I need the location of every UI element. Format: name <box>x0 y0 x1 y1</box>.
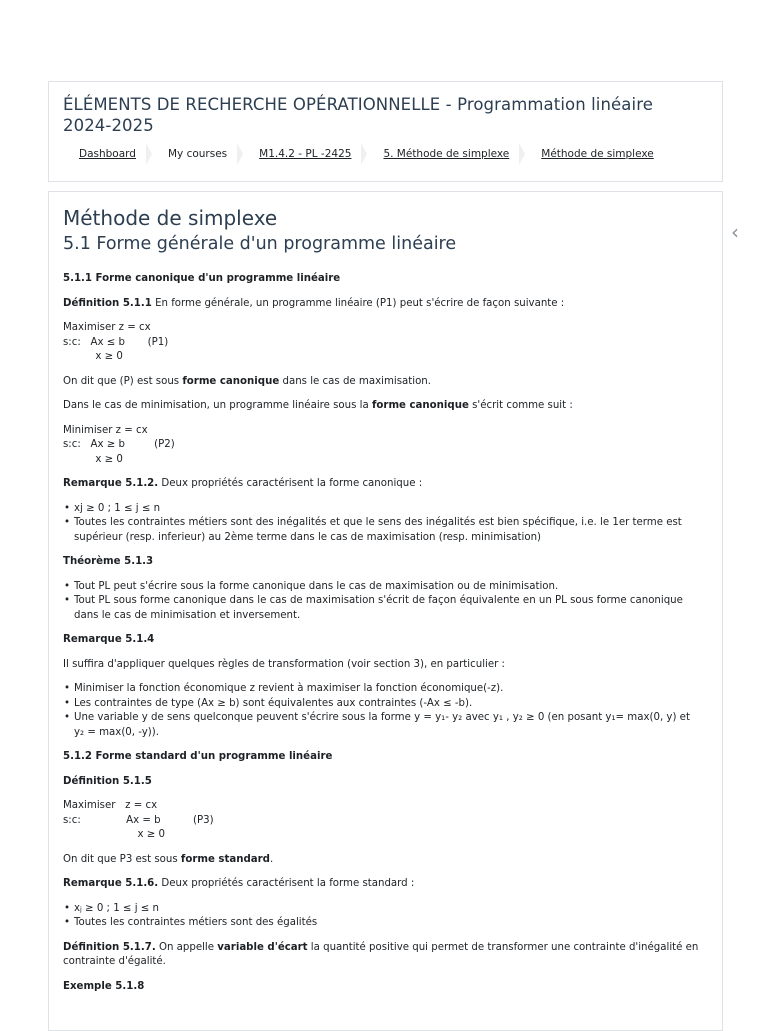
math-line: s:c: Ax = b (P3) <box>63 814 214 826</box>
list-item: • Une variable y de sens quelconque peuvent s'écrire sous la forme y = y₁- y₂ avec y₁ , y₂ ≥ 0 (en posant y₁= max(0, y) et y₂ = max(0, -y)). <box>74 711 703 740</box>
emphasis: variable d'écart <box>217 941 308 953</box>
definition-paragraph <box>63 941 703 970</box>
text: On dit que P3 est sous <box>63 853 181 865</box>
list-item: • Minimiser la fonction économique z revient à maximiser la fonction économique(-z). <box>74 682 703 697</box>
section-title: 5.1 Forme générale d'un programme linéaire <box>63 234 457 254</box>
breadcrumb-item-my-courses <box>152 143 243 165</box>
breadcrumb <box>63 142 664 166</box>
definition-label: Définition 5.1.1 <box>63 297 152 309</box>
breadcrumb-link[interactable]: M1.4.2 - PL -2425 <box>259 148 352 160</box>
math-line: Maximiser z = cx <box>63 800 158 811</box>
math-line: s:c: Ax ≥ b (P2) <box>63 439 175 450</box>
math-line: x ≥ 0 <box>63 829 166 840</box>
list-item: • Tout PL sous forme canonique dans le cas de maximisation s'écrit de façon équivalente en un PL sous forme canonique dans le cas de minimisation et inversement. <box>74 594 703 623</box>
list-item: • Tout PL peut s'écrire sous la forme canonique dans le cas de maximisation ou de minimisation. <box>74 580 703 595</box>
math-line: s:c: Ax ≤ b (P1) <box>63 336 169 348</box>
remark-text: Deux propriétés caractérisent la forme standard : <box>158 878 415 889</box>
breadcrumb-link[interactable]: Méthode de simplexe <box>541 148 654 160</box>
math-line: Minimiser z = cx <box>63 424 148 436</box>
bullet-list <box>63 580 703 624</box>
bullet-list <box>63 682 703 740</box>
definition-paragraph <box>63 297 703 312</box>
text: la quantité positive qui permet de transformer une contrainte d'inégalité en contrainte d'égalité. <box>63 941 699 967</box>
remark-paragraph <box>63 477 703 492</box>
lesson-body <box>63 272 703 1004</box>
text: On dit que (P) est sous <box>63 375 183 387</box>
math-line: x ≥ 0 <box>63 351 123 362</box>
emphasis: forme canonique <box>182 375 280 387</box>
list-item: • Toutes les contraintes métiers sont des inégalités et que le sens des inégalités est bien spécifique, i.e. le 1er terme est supérieur (resp. inferieur) au 2ème terme dans le cas de maximisation (resp. minimisation) <box>74 516 703 545</box>
text: On appelle <box>155 941 218 953</box>
paragraph <box>63 399 703 414</box>
program-p3 <box>63 799 703 843</box>
chevron-left-icon[interactable]: ‹ <box>731 220 739 244</box>
bullet-list <box>63 902 703 931</box>
program-p1 <box>63 321 703 365</box>
example-heading: Exemple 5.1.8 <box>63 980 145 992</box>
text: s'écrit comme suit : <box>468 400 573 411</box>
remark-label: Remarque 5.1.2. <box>63 478 159 489</box>
definition-heading: Définition 5.1.5 <box>63 775 152 787</box>
text: Dans le cas de minimisation, un programme linéaire sous la <box>63 400 372 411</box>
math-line: Maximiser z = cx <box>63 322 151 333</box>
math-line: x ≥ 0 <box>63 453 123 465</box>
page-title: Méthode de simplexe <box>63 206 278 230</box>
list-item: • Les contraintes de type (Ax ≥ b) sont équivalentes aux contraintes (-Ax ≤ -b). <box>74 697 703 712</box>
page-content <box>48 191 723 1031</box>
remark-label: Remarque 5.1.6. <box>63 878 159 889</box>
paragraph <box>63 375 703 390</box>
paragraph <box>63 853 703 868</box>
list-item: • xⱼ ≥ 0 ; 1 ≤ j ≤ n <box>74 902 703 917</box>
text: . <box>269 853 274 865</box>
breadcrumb-link[interactable]: Dashboard <box>79 148 136 160</box>
breadcrumb-item-course[interactable] <box>243 143 367 165</box>
theorem-heading: Théorème 5.1.3 <box>63 556 154 567</box>
course-title: ÉLÉMENTS DE RECHERCHE OPÉRATIONNELLE - Programmation linéaire 2024-2025 <box>63 95 653 135</box>
list-item: • Toutes les contraintes métiers sont des égalités <box>74 916 703 931</box>
text: dans le cas de maximisation. <box>279 375 431 387</box>
program-p2 <box>63 424 703 468</box>
emphasis: forme canonique <box>371 400 469 411</box>
definition-text: En forme générale, un programme linéaire (P1) peut s'écrire de façon suivante : <box>151 297 565 309</box>
breadcrumb-link[interactable]: 5. Méthode de simplexe <box>383 148 510 160</box>
remark-heading: Remarque 5.1.4 <box>63 634 155 645</box>
definition-label: Définition 5.1.7. <box>63 941 156 953</box>
paragraph: Il suffira d'appliquer quelques règles de transformation (voir section 3), en particulier : <box>63 658 505 670</box>
breadcrumb-text: My courses <box>167 148 228 160</box>
breadcrumb-item-page[interactable] <box>525 148 663 160</box>
breadcrumb-item-section[interactable] <box>367 143 525 165</box>
subsection-heading: 5.1.1 Forme canonique d'un programme linéaire <box>63 273 341 284</box>
emphasis: forme standard <box>180 853 270 865</box>
remark-paragraph <box>63 877 703 892</box>
bullet-list <box>63 502 703 546</box>
breadcrumb-item-dashboard[interactable] <box>63 143 152 165</box>
remark-text: Deux propriétés caractérisent la forme canonique : <box>158 478 423 489</box>
subsection-heading: 5.1.2 Forme standard d'un programme linéaire <box>63 751 333 762</box>
list-item: • xj ≥ 0 ; 1 ≤ j ≤ n <box>74 502 703 517</box>
course-header <box>48 81 723 182</box>
